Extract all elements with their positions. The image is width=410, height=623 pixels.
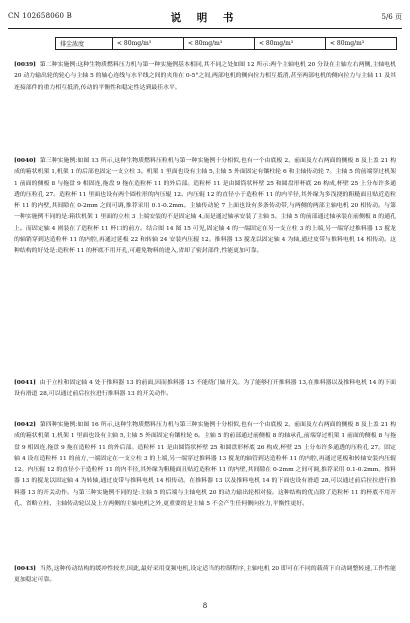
paragraph-text: 由于立柱和固定轴 4 处于推料器 13 的前面,因而推料器 13 不能绕门轴开关。为了能够打开推料器 13,在推料器以及推料电机 14 的下面设有滑道 28,可以通过前后拉拉进行推料器 13 的开关动作。 (14, 380, 396, 398)
paragraph-0042 (14, 419, 396, 510)
paragraph-0043 (14, 563, 396, 587)
page-count: 5/6 页 (381, 13, 402, 21)
paragraph-0040 (14, 155, 396, 258)
document-id: CN 102658060 B (8, 12, 72, 20)
paragraph-number: [0042] (14, 421, 36, 428)
paragraph-text: 第二种实施例:这种生物质燃料压力机与第一种实施例基本相同,其不同之处如图 12 所示:两个主轴电机 20 分设在主轴左右两侧,主轴电机 20 动力输出轮的轮心与主轴 5 的轴心连线与水平线之间的夹角在 0-5°之间,两部电机的侧向拉力相互抵消,甚至两部电机的侧向拉力与主轴 11 及其连接部件的重力相互抵消,传动的平衡性和稳定性达到最佳水平。 (14, 62, 396, 91)
table-row (56, 38, 397, 50)
paragraph-text: 第四种实施例:如图 16 所示,这种生物质燃料压力机与第三种实施例十分相似,也有一个由底板 2、前面及左右两面的侧板 8 及上盖 21 构成的箱状机架 1,机架 1 里面也设有主轴 5,主轴 5 外面固定有镶柱轮 6。主轴 5 的前部通过前侧板 8 的轴承孔,前端穿过机架 1 前面的侧板 8 与拖盘 9 相固连,拖盘 9 拖在造粒杯 11 的外后部。造粒杯 11 是由圆筒状杯壁 25 和圆盘形杯底 26 构成,杯壁 25 上分布许多通透的压粒孔 27。固定轴 4 设在造粒杯 11 的前方,一端固定在一支立柱 3 的上端,另一端穿过推料器 13 搅龙的轴管到达造粒杯 11 的内腔,再通过延板和转轴安装内压辊 12。内压辊 12 的直径小于造粒杯 11 的内半径,其外缘为粗糙面且贴近造粒杯 11 的内壁,其间隙在 0-2mm 之间可调,推荐采用 0.1-0.2mm。推料器 13 的搅龙以固定轴 4 为转轴,通过皮带与推料电机 14 相传动。在推料器 13 以及推料电机 14 的下面也设有滑道 28,可以通过前后拉拉进行推料器 13 的开关动作。与第三种实施例不同的是:主轴 5 的后端与主轴电机 20 的动力输出轮相对接。这种结构的优点除了造粒杯 11 的杯底不用开孔、省略立柱、主轴传动轮以及上方两侧的主轴电机之外,更重要的是主轴 5 不会产生任何侧向拉力,平衡性更好。 (14, 422, 397, 508)
paragraph-text: 第三种实施例:如图 13 所示,这种生物质燃料压粒机与第一种实施例十分相似,也有一个由底板 2、前面及左右两面的侧板 8 及上盖 21 构成的箱状机架 1,机架 1 的后部也固定一支立柱 3。机架 1 里面也设有主轴 5,主轴 5 外面固定有镶柱轮 6 和主轴传动轮 7。主轴 5 的前端穿过机架 1 前面的侧板 8 与拖盘 9 相固连,拖盘 9 拖在造粒杯 11 的外后部。造粒杯 11 是由圆筒状杯壁 25 和圆盘形杯底 26 构成,杯壁 25 上分布许多通透的压粒孔 27。造粒杯 11 里面也设有两个圆柱形的内压辊 12。内压辊 12 的直径小于造粒杯 11 的内半径,其外缘为多浅挠的粗糙面且贴近造粒杯 11 的内壁,其间隙在 0-2mm 之间可调,推荐采用 0.1-0.2mm。主轴传动轮 7 上面也设有多条传动带,与两侧的两部主轴电机 20 相传动。与第一种实施例不同的是:箱状机架 1 里面的立柱 3 上端安装的不是固定轴 4,而是通过轴承安装了主轴 5。主轴 5 的前部通过轴承装在前侧板 8 的通孔上。而固定轴 4 则装在了造粒杯 11 杯口的前方。结合图 14 图 15 可见,固定轴 4 的一端固定在另一支立柱 3 的上端,另一端穿过推料器 13 搅龙的轴销穿到达造粒杯 11 的内腔,再通过延板 22 和转轴 24 安装内压辊 12。推料器 13 搅龙以固定轴 4 为轴,通过皮带与推料电机 14 相传动。这种结构的好处是:造粒杯 11 的杯底不用开孔,可避免物料的进入,省却了密封部件,性能更加可靠。 (14, 158, 397, 255)
table-cell: < 80mg/m³ (326, 38, 397, 50)
table-cell: < 80mg/m³ (113, 38, 184, 50)
paragraph-number: [0040] (14, 157, 36, 164)
document-title: 说 明 书 (170, 12, 240, 24)
paragraph-number: [0041] (14, 379, 36, 386)
table-row-label: 排尘浓度 (56, 38, 113, 50)
paragraph-number: [0039] (14, 61, 36, 68)
paragraph-0039 (14, 59, 396, 94)
page-header (8, 12, 402, 26)
paragraph-number: [0043] (14, 565, 36, 572)
paragraph-text: 当然,这种传动结构的缓冲性较差,因此,最好采用变频电机,设定适当的控制程序,主轴电机 20 即可在不同的载荷下自动调整转速,工作性能更加稳定可靠。 (14, 566, 396, 584)
table-cell: < 80mg/m³ (255, 38, 326, 50)
table-cell: < 80mg/m³ (184, 38, 255, 50)
threshold-table-row (55, 37, 397, 50)
paragraph-0041 (14, 377, 396, 401)
header-rule (8, 28, 402, 29)
page-number: 8 (202, 602, 208, 610)
